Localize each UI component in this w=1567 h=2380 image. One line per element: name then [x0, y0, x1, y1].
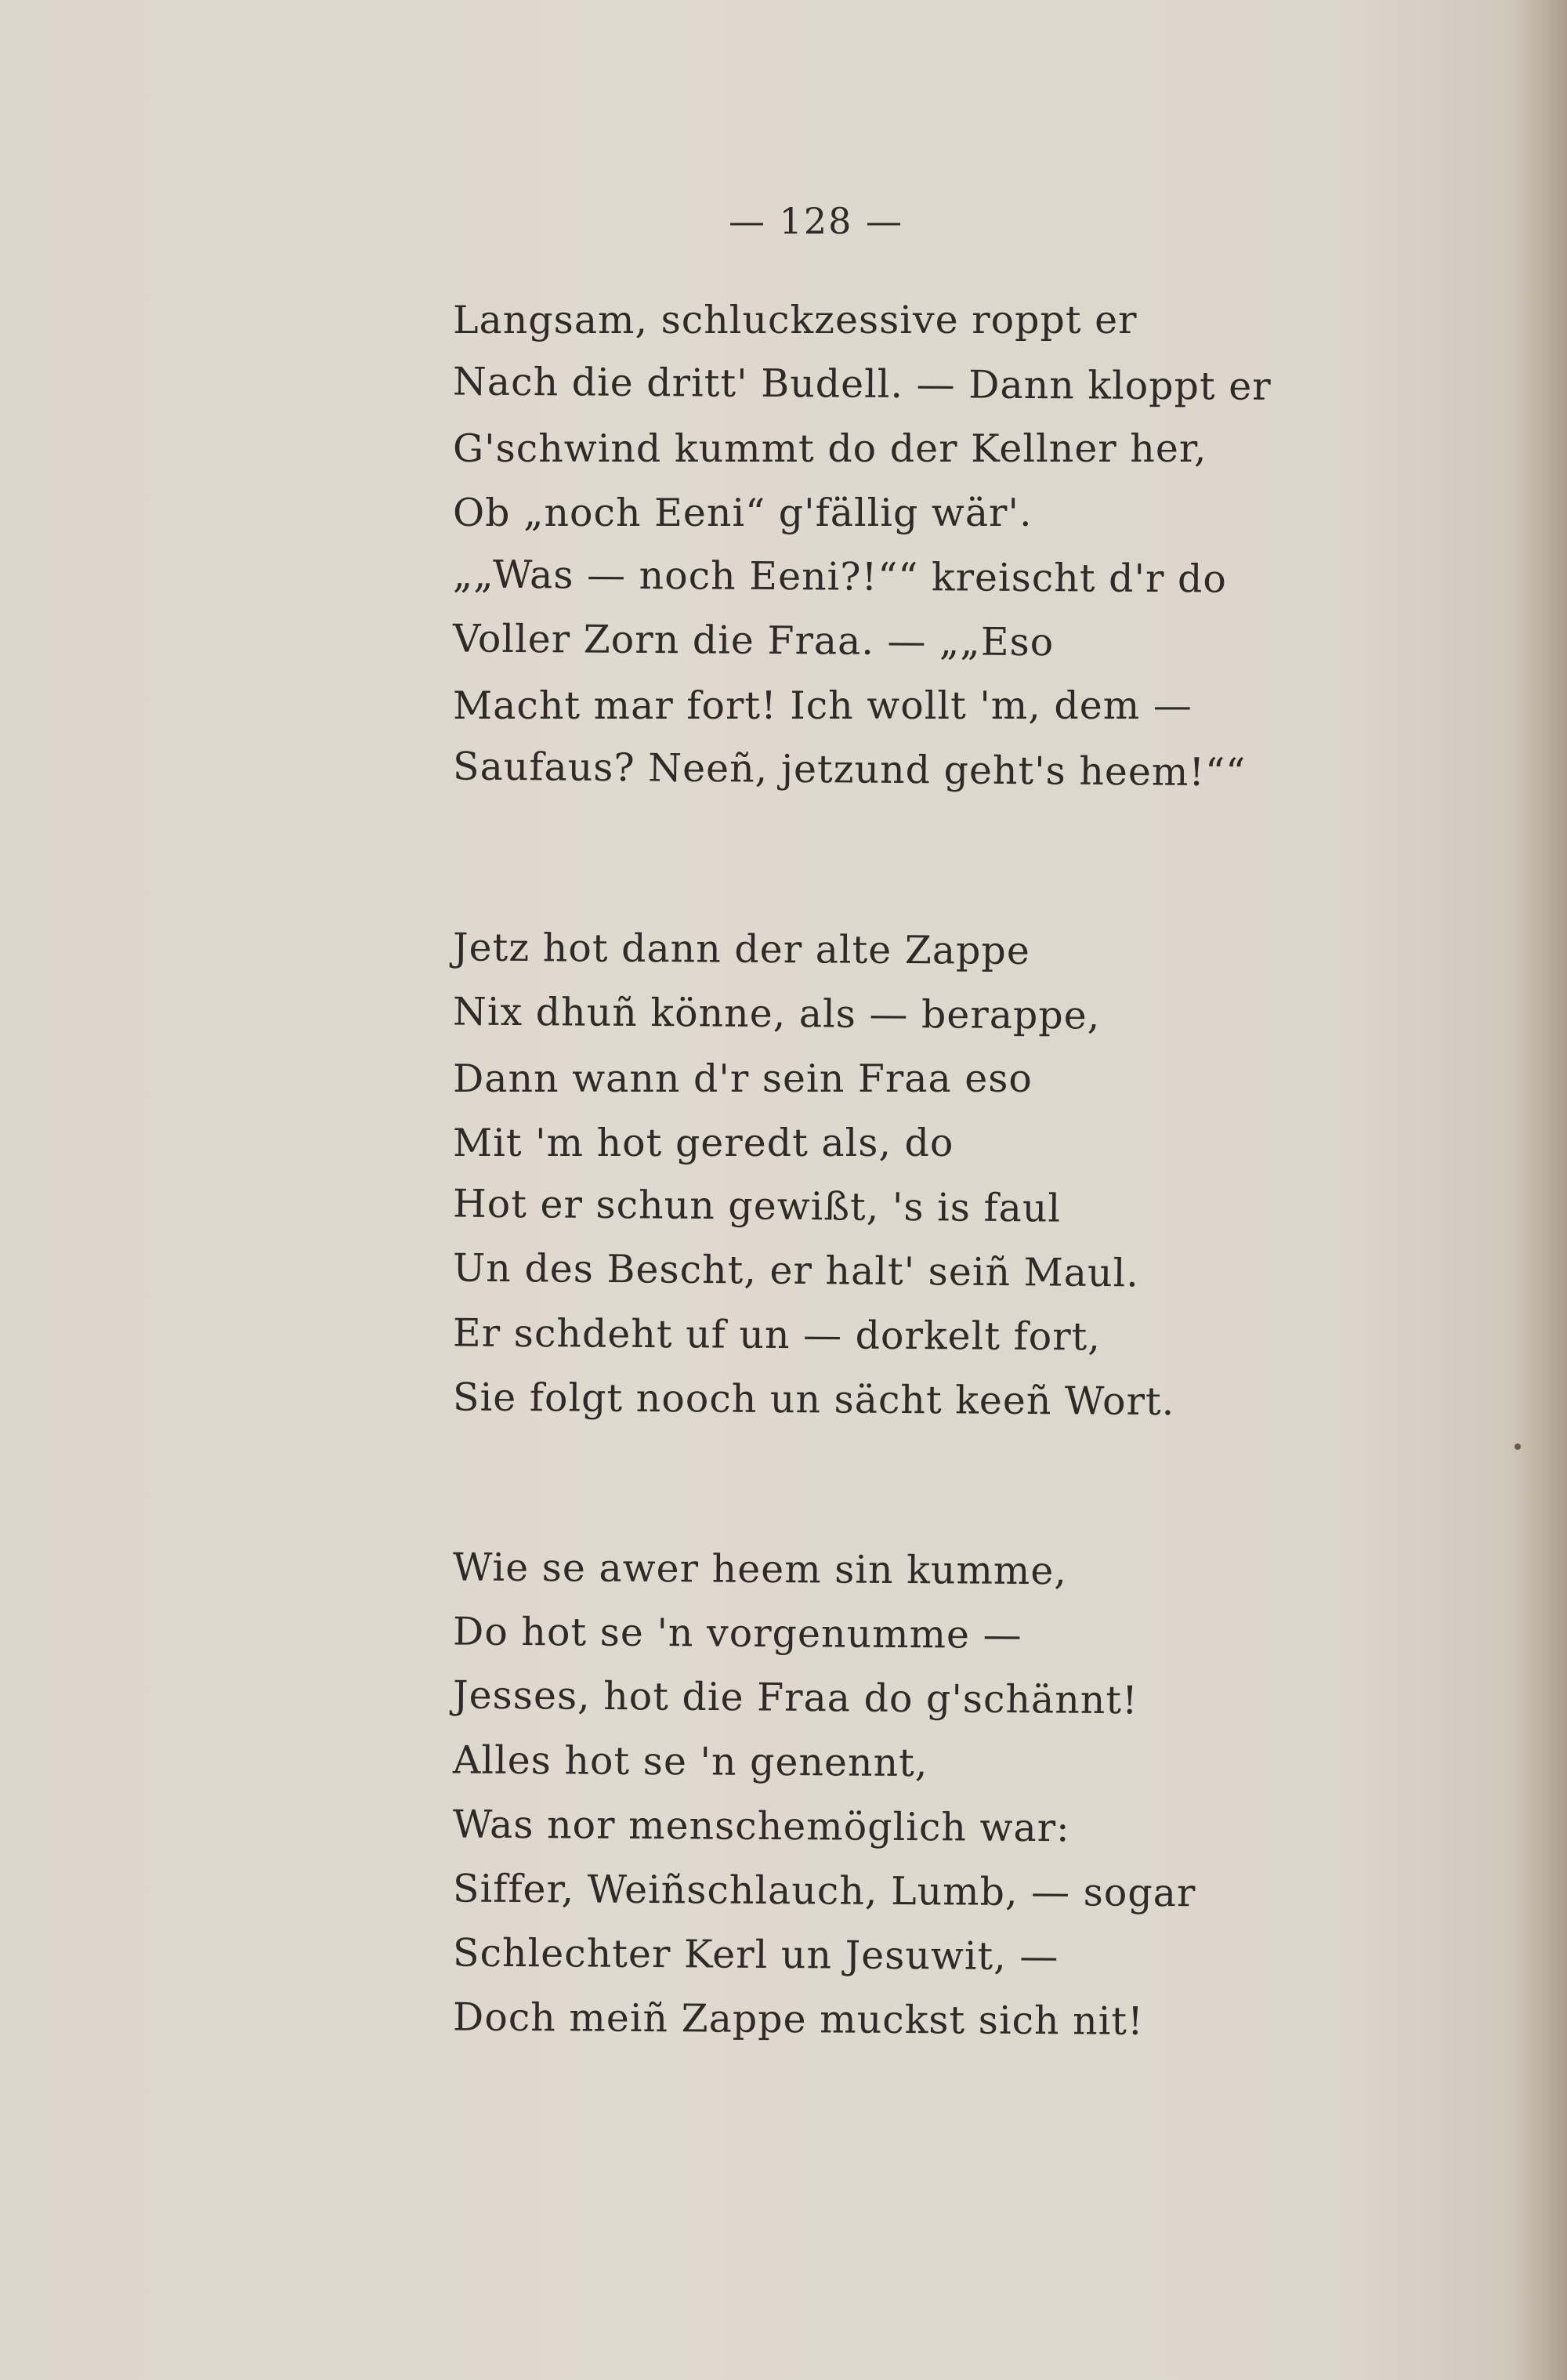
stanza-1-line-1: Langsam, schluckzessive roppt er	[453, 298, 1138, 342]
stanza-1	[453, 288, 1354, 802]
stanza-3-line-1: Wie se awer heem sin kumme,	[452, 1545, 1068, 1594]
stanza-3-line-5: Was nor menschemöglich war:	[452, 1802, 1070, 1851]
stanza-2-line-1: Jetz hot dann der alte Zappe	[452, 925, 1031, 973]
stanza-2-line-6: Un des Bescht, er halt' seiñ Maul.	[452, 1245, 1140, 1296]
stanza-3-line-7: Schlechter Kerl un Jesuwit, —	[452, 1930, 1059, 1980]
stanza-1-line-8: Saufaus? Neeñ, jetzund geht's heem!““	[452, 744, 1247, 795]
stanza-1-line-2: Nach die dritt' Budell. — Dann kloppt er	[452, 359, 1272, 409]
stanza-3-line-4: Alles hot se 'n genennt,	[452, 1737, 928, 1786]
stanza-3-line-3: Jesses, hot die Fraa do g'schännt!	[452, 1672, 1138, 1723]
stanza-3-line-8: Doch meiñ Zappe muckst sich nit!	[452, 1994, 1144, 2044]
stanza-2	[453, 918, 1354, 1433]
stanza-3-line-2: Do hot se 'n vorgenumme —	[452, 1609, 1022, 1657]
stanza-1-line-6: Voller Zorn die Fraa. — „„Eso	[452, 616, 1055, 665]
stanza-2-line-4: Mit 'm hot geredt als, do	[453, 1121, 954, 1165]
stanza-2-line-8: Sie folgt nooch un sächt keeñ Wort.	[452, 1375, 1175, 1425]
page-edge-shadow	[1512, 0, 1567, 2380]
stanza-1-line-5: „„Was — noch Eeni?!““ kreischt d'r do	[452, 552, 1227, 602]
stanza-1-line-3: G'schwind kummt do der Kellner her,	[453, 426, 1207, 471]
stanza-2-line-2: Nix dhuñ könne, als — berappe,	[452, 989, 1101, 1038]
stanza-1-line-4: Ob „noch Eeni“ g'fällig wär'.	[453, 491, 1033, 535]
paper-speck	[1515, 1444, 1521, 1450]
stanza-2-line-5: Hot er schun gewißt, 's is faul	[452, 1181, 1062, 1231]
page-number: — 128 —	[729, 200, 904, 242]
stanza-1-line-7: Macht mar fort! Ich wollt 'm, dem —	[453, 683, 1192, 728]
stanza-3-line-6: Siffer, Weiñschlauch, Lumb, — sogar	[452, 1866, 1196, 1916]
stanza-2-line-7: Er schdeht uf un — dorkelt fort,	[452, 1310, 1102, 1360]
stanza-2-line-3: Dann wann d'r sein Fraa eso	[453, 1056, 1033, 1101]
stanza-3	[453, 1538, 1354, 2052]
